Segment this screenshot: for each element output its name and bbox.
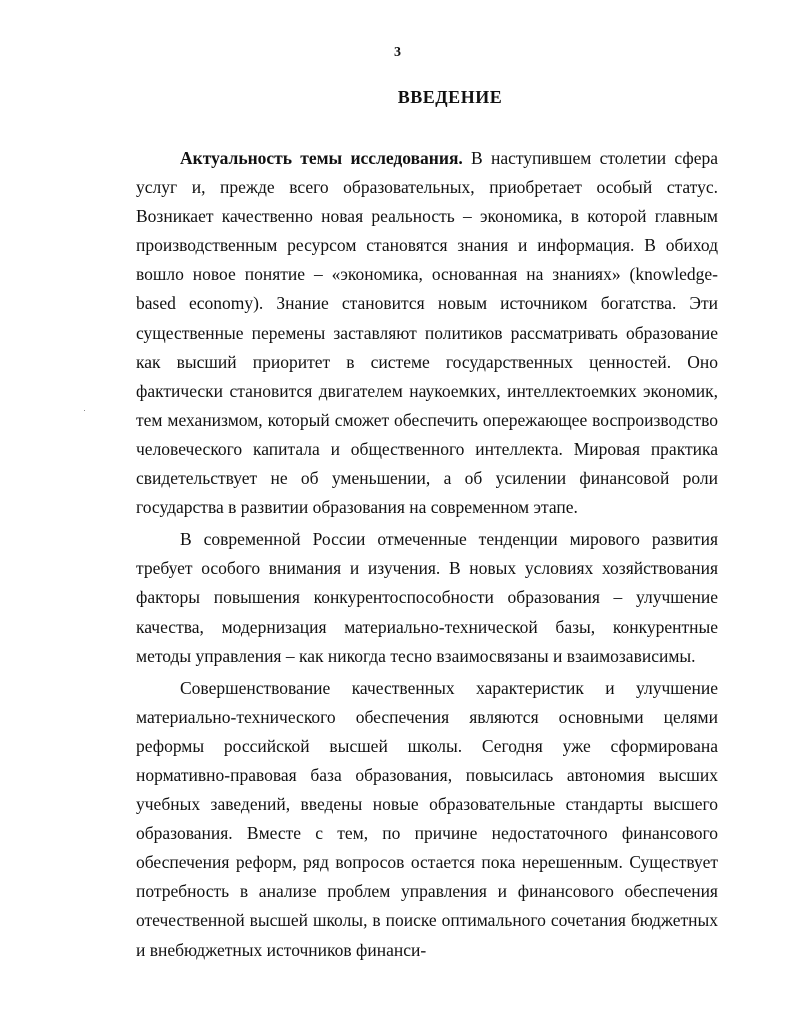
paragraph-reform [136, 674, 718, 965]
scan-speck [84, 410, 85, 411]
paragraph-lead: Актуальность темы исследования. [180, 148, 463, 168]
paragraph-text: В наступившем столетии сфера услуг и, прежде всего образовательных, приобретает особый статус. Возникает качественно новая реальность – экономика, в которой главным производственным ресурсом становятся знания и информация. В обиход вошло новое понятие – «экономика, основанная на знаниях» (knowledge-based economy). Знание становится новым источником богатства. Эти существенные перемены заставляют политиков рассматривать образование как высший приоритет в системе государственных ценностей. Оно фактически становится двигателем наукоемких, интеллектоемких экономик, тем механизмом, который сможет обеспечить опережающее воспроизводство человеческого капитала и общественного интеллекта. Мировая практика свидетельствует не об уменьшении, а об усилении финансовой роли государства в развитии образования на современном этапе. [136, 148, 718, 518]
page-number: 3 [394, 45, 401, 60]
paragraph-text: В современной России отмеченные тенденции мирового развития требует особого внимания и изучения. В новых условиях хозяйствования факторы повышения конкурентоспособности образования – улучшение качества, модернизация материально-технической базы, конкурентные методы управления – как никогда тесно взаимосвязаны и взаимозависимы. [136, 529, 718, 666]
paragraph-relevance [136, 144, 718, 522]
paragraph-russia-trends [136, 525, 718, 670]
paragraph-text: Совершенствование качественных характеристик и улучшение материально-технического обеспечения являются основными целями реформы российской высшей школы. Сегодня уже сформирована нормативно-правовая база образования, повысилась автономия высших учебных заведений, введены новые образовательные стандарты высшего образования. Вместе с тем, по причине недостаточного финансового обеспечения реформ, ряд вопросов остается пока нерешенным. Существует потребность в анализе проблем управления и финансового обеспечения отечественной высшей школы, в поиске оптимального сочетания бюджетных и внебюджетных источников финанси- [136, 677, 718, 960]
section-title: ВВЕДЕНИЕ [397, 87, 503, 107]
body-text [136, 144, 718, 965]
